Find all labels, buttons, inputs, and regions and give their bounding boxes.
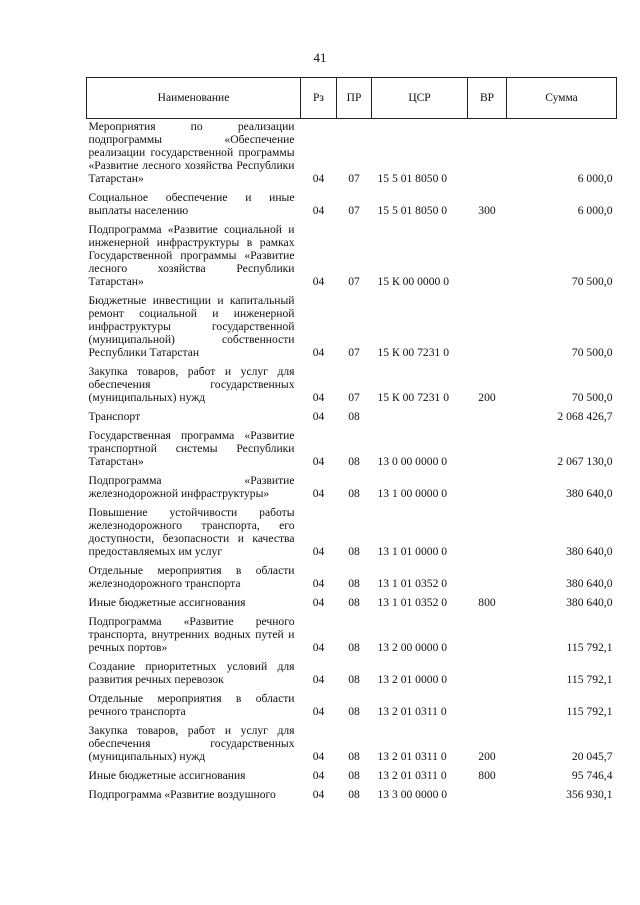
cell-vr [468,660,507,692]
table-row [87,191,617,223]
cell-sum: 380 640,0 [566,577,613,590]
cell-sum: 95 746,4 [571,769,613,782]
cell-name: Закупка товаров, работ и услуг для обеспечения государственных (муниципальных) нужд [88,365,295,404]
cell-vr [468,223,507,294]
table-row [87,294,617,365]
table-row [87,429,617,474]
table-header [87,78,617,119]
cell-csr: 15 К 00 0000 0 [377,275,449,288]
header-csr: ЦСР [372,78,468,119]
cell-name: Иные бюджетные ассигнования [88,596,246,609]
cell-vr: 200 [478,750,496,763]
cell-name: Иные бюджетные ассигнования [88,769,246,782]
cell-pr: 07 [348,172,360,185]
cell-name: Мероприятия по реализации подпрограммы «Обеспечение реализации государственной программы «Развитие лесного хозяйства Республики Татарстан» [88,120,295,185]
cell-vr: 800 [478,596,496,609]
cell-rz: 04 [312,172,325,185]
table-row [87,564,617,596]
table-row [87,474,617,506]
cell-sum: 380 640,0 [566,596,613,609]
cell-name: Транспорт [88,410,141,423]
cell-csr: 13 2 01 0000 0 [377,673,448,686]
cell-pr: 07 [348,275,360,288]
cell-sum: 115 792,1 [566,641,613,654]
cell-vr [468,692,507,724]
cell-rz: 04 [312,673,325,686]
header-pr: ПР [337,78,372,119]
cell-vr [468,615,507,660]
cell-sum: 6 000,0 [577,172,613,185]
cell-pr: 08 [348,705,360,718]
cell-vr [468,506,507,564]
page-number: 41 [313,50,327,65]
cell-rz: 04 [312,577,325,590]
cell-name: Подпрограмма «Развитие социальной и инженерной инфраструктуры в рамках Государственной программы «Развитие лесного хозяйства Республики Татарстан» [88,223,295,288]
cell-rz: 04 [312,346,325,359]
cell-csr [372,410,468,429]
header-sum: Сумма [507,78,617,119]
cell-rz: 04 [312,410,325,423]
cell-vr [468,564,507,596]
cell-csr: 13 2 00 0000 0 [377,641,448,654]
budget-table [86,77,617,807]
cell-sum: 6 000,0 [577,204,613,217]
cell-rz: 04 [312,455,325,468]
header-rz: Рз [301,78,337,119]
cell-pr: 08 [348,673,360,686]
cell-name: Отдельные мероприятия в области речного транспорта [88,692,295,718]
cell-vr [468,410,507,429]
cell-rz: 04 [312,596,325,609]
cell-pr: 07 [348,204,360,217]
table-row [87,788,617,807]
cell-sum: 2 068 426,7 [557,410,613,423]
cell-rz: 04 [312,705,325,718]
cell-pr: 08 [348,455,360,468]
table-row [87,615,617,660]
cell-vr: 300 [478,204,496,217]
cell-vr [468,474,507,506]
cell-pr: 08 [348,596,360,609]
cell-rz: 04 [312,487,325,500]
cell-name: Отдельные мероприятия в области железнодорожного транспорта [88,564,295,590]
cell-csr: 13 1 01 0352 0 [377,577,448,590]
cell-sum: 356 930,1 [566,788,613,801]
cell-vr: 200 [478,391,496,404]
cell-sum: 380 640,0 [566,545,613,558]
cell-sum: 115 792,1 [566,705,613,718]
cell-csr: 13 0 00 0000 0 [377,455,448,468]
cell-rz: 04 [312,275,325,288]
cell-sum: 20 045,7 [571,750,613,763]
cell-rz: 04 [312,788,325,801]
cell-csr: 15 К 00 7231 0 [377,391,449,404]
cell-name: Повышение устойчивости работы железнодорожного транспорта, его доступности, безопасности и качества предоставляемых им услуг [88,506,295,558]
cell-sum: 380 640,0 [566,487,613,500]
cell-pr: 08 [348,410,360,423]
cell-pr: 08 [348,788,360,801]
cell-csr: 13 1 01 0352 0 [377,596,448,609]
table-row [87,223,617,294]
cell-sum: 115 792,1 [566,673,613,686]
cell-csr: 15 К 00 7231 0 [377,346,449,359]
table-body [87,119,617,808]
cell-pr: 07 [348,391,360,404]
cell-vr [468,429,507,474]
cell-rz: 04 [312,204,325,217]
cell-pr: 08 [348,641,360,654]
cell-sum: 2 067 130,0 [557,455,613,468]
cell-pr: 08 [348,545,360,558]
table-row [87,410,617,429]
header-name: Наименование [87,78,301,119]
cell-rz: 04 [312,545,325,558]
cell-vr [468,788,507,807]
cell-csr: 13 1 00 0000 0 [377,487,448,500]
cell-sum: 70 500,0 [571,346,613,359]
table-row [87,660,617,692]
table-row [87,692,617,724]
cell-csr: 13 2 01 0311 0 [377,705,447,718]
cell-csr: 15 5 01 8050 0 [377,204,448,217]
cell-name: Подпрограмма «Развитие речного транспорта, внутренних водных путей и речных портов» [88,615,295,654]
cell-name: Создание приоритетных условий для развития речных перевозок [88,660,295,686]
cell-vr [468,294,507,365]
cell-sum: 70 500,0 [571,391,613,404]
cell-pr: 08 [348,577,360,590]
cell-name: Государственная программа «Развитие транспортной системы Республики Татарстан» [88,429,295,468]
cell-name: Подпрограмма «Развитие железнодорожной инфраструктуры» [88,474,295,500]
cell-csr: 15 5 01 8050 0 [377,172,448,185]
cell-pr: 08 [348,769,360,782]
table-row [87,596,617,615]
cell-rz: 04 [312,391,325,404]
cell-name: Подпрограмма «Развитие воздушного [88,788,276,801]
cell-rz: 04 [312,641,325,654]
cell-vr: 800 [478,769,496,782]
table-row [87,769,617,788]
table-row [87,506,617,564]
table-row [87,724,617,769]
cell-csr: 13 3 00 0000 0 [377,788,448,801]
header-vr: ВР [468,78,507,119]
cell-vr [468,119,507,192]
cell-csr: 13 2 01 0311 0 [377,750,447,763]
table-row [87,119,617,192]
table-row [87,365,617,410]
cell-csr: 13 2 01 0311 0 [377,769,447,782]
cell-name: Бюджетные инвестиции и капитальный ремонт социальной и инженерной инфраструктуры государственной (муниципальной) собственности Республики Татарстан [88,294,295,359]
cell-pr: 08 [348,750,360,763]
cell-sum: 70 500,0 [571,275,613,288]
cell-rz: 04 [312,769,325,782]
cell-csr: 13 1 01 0000 0 [377,545,448,558]
cell-pr: 07 [348,346,360,359]
cell-rz: 04 [312,750,325,763]
cell-name: Закупка товаров, работ и услуг для обеспечения государственных (муниципальных) нужд [88,724,295,763]
cell-name: Социальное обеспечение и иные выплаты населению [88,191,295,217]
cell-pr: 08 [348,487,360,500]
